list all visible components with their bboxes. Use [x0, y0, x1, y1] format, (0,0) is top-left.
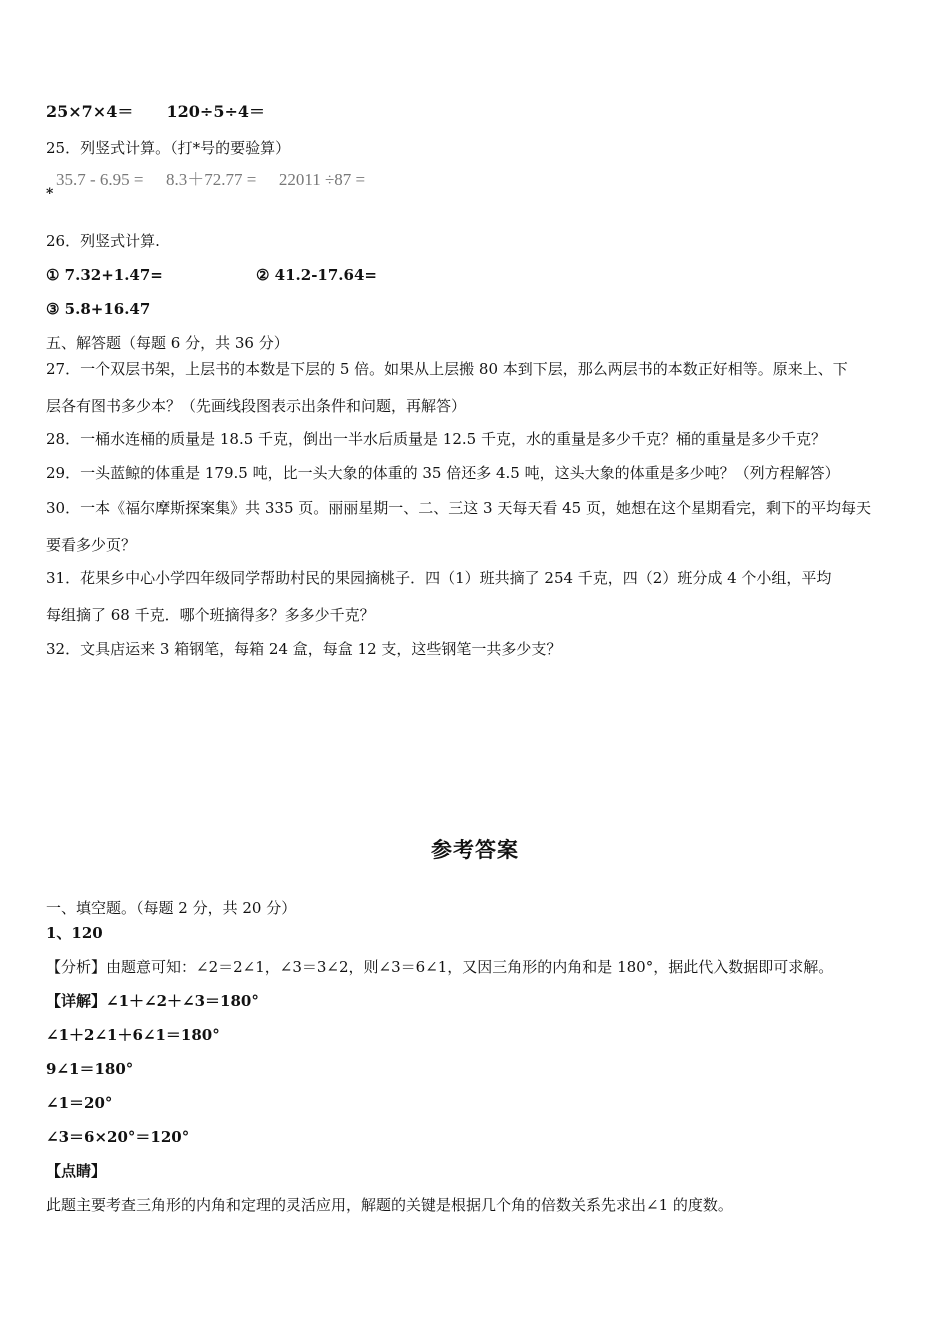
- answer-detail: 【详解】∠1＋∠2＋∠3＝180°: [46, 992, 259, 1010]
- section5-heading: 五、解答题（每题 6 分，共 36 分）: [46, 334, 289, 352]
- q27-line1: 27．一个双层书架，上层书的本数是下层的 5 倍。如果从上层搬 80 本到下层，那么两层书的本数正好相等。原来上、下: [46, 360, 848, 378]
- q25-item-2: 8.3＋72.77 =: [166, 170, 257, 189]
- answer-step-1: ∠1＋2∠1＋6∠1＝180°: [46, 1026, 220, 1044]
- q26-heading: 26．列竖式计算.: [46, 232, 160, 250]
- q31-line1: 31．花果乡中心小学四年级同学帮助村民的果园摘桃子．四（1）班共摘了 254 千克，四（2）班分成 4 个小组，平均: [46, 569, 832, 587]
- answer-step-2: 9∠1＝180°: [46, 1060, 134, 1078]
- answer-1: 1、120: [46, 924, 103, 942]
- q32-text: 32．文具店运来 3 箱钢笔，每箱 24 盒，每盒 12 支，这些钢笔一共多少支？: [46, 640, 562, 658]
- q30-line2: 要看多少页？: [46, 536, 137, 554]
- q31-line2: 每组摘了 68 千克．哪个班摘得多？多多少千克？: [46, 606, 375, 624]
- answer-step-3: ∠1＝20°: [46, 1094, 113, 1112]
- q25-item-3: 22011 ÷87 =: [278, 170, 366, 189]
- q26-item-1: ① 7.32+1.47=: [46, 266, 163, 284]
- q25-star: *: [46, 186, 54, 202]
- q26-item-3: ③ 5.8+16.47: [46, 300, 151, 318]
- answer-comment: 此题主要考查三角形的内角和定理的灵活应用，解题的关键是根据几个角的倍数关系先求出∠1 的度数。: [46, 1196, 733, 1214]
- answer-analysis: 【分析】由题意可知：∠2＝2∠1，∠3＝3∠2，则∠3＝6∠1，又因三角形的内角和是 180°，据此代入数据即可求解。: [46, 958, 834, 976]
- q29-text: 29．一头蓝鲸的体重是 179.5 吨，比一头大象的体重的 35 倍还多 4.5 吨，这头大象的体重是多少吨？（列方程解答）: [46, 464, 840, 482]
- q25-items: [56, 170, 365, 190]
- q26-item-2: ② 41.2-17.64=: [256, 266, 377, 284]
- q28-text: 28．一桶水连桶的质量是 18.5 千克，倒出一半水后质量是 12.5 千克，水的重量是多少千克？桶的重量是多少千克？: [46, 430, 826, 448]
- answers-title: 参考答案: [431, 837, 519, 862]
- q27-line2: 层各有图书多少本？（先画线段图表示出条件和问题，再解答）: [46, 397, 467, 415]
- answers-section1: 一、填空题。（每题 2 分，共 20 分）: [46, 899, 297, 917]
- answer-step-4: ∠3＝6×20°＝120°: [46, 1128, 190, 1146]
- top-calc-expr2: 120÷5÷4＝: [166, 102, 265, 121]
- top-calc-expr1: 25×7×4＝: [46, 102, 134, 121]
- answer-comment-label: 【点睛】: [46, 1162, 107, 1180]
- top-calc-row: [46, 102, 265, 122]
- q25-heading: 25．列竖式计算。（打*号的要验算）: [46, 139, 291, 157]
- q30-line1: 30．一本《福尔摩斯探案集》共 335 页。丽丽星期一、二、三这 3 天每天看 45 页，她想在这个星期看完，剩下的平均每天: [46, 499, 871, 517]
- q25-item-1: 35.7 - 6.95 =: [56, 170, 144, 189]
